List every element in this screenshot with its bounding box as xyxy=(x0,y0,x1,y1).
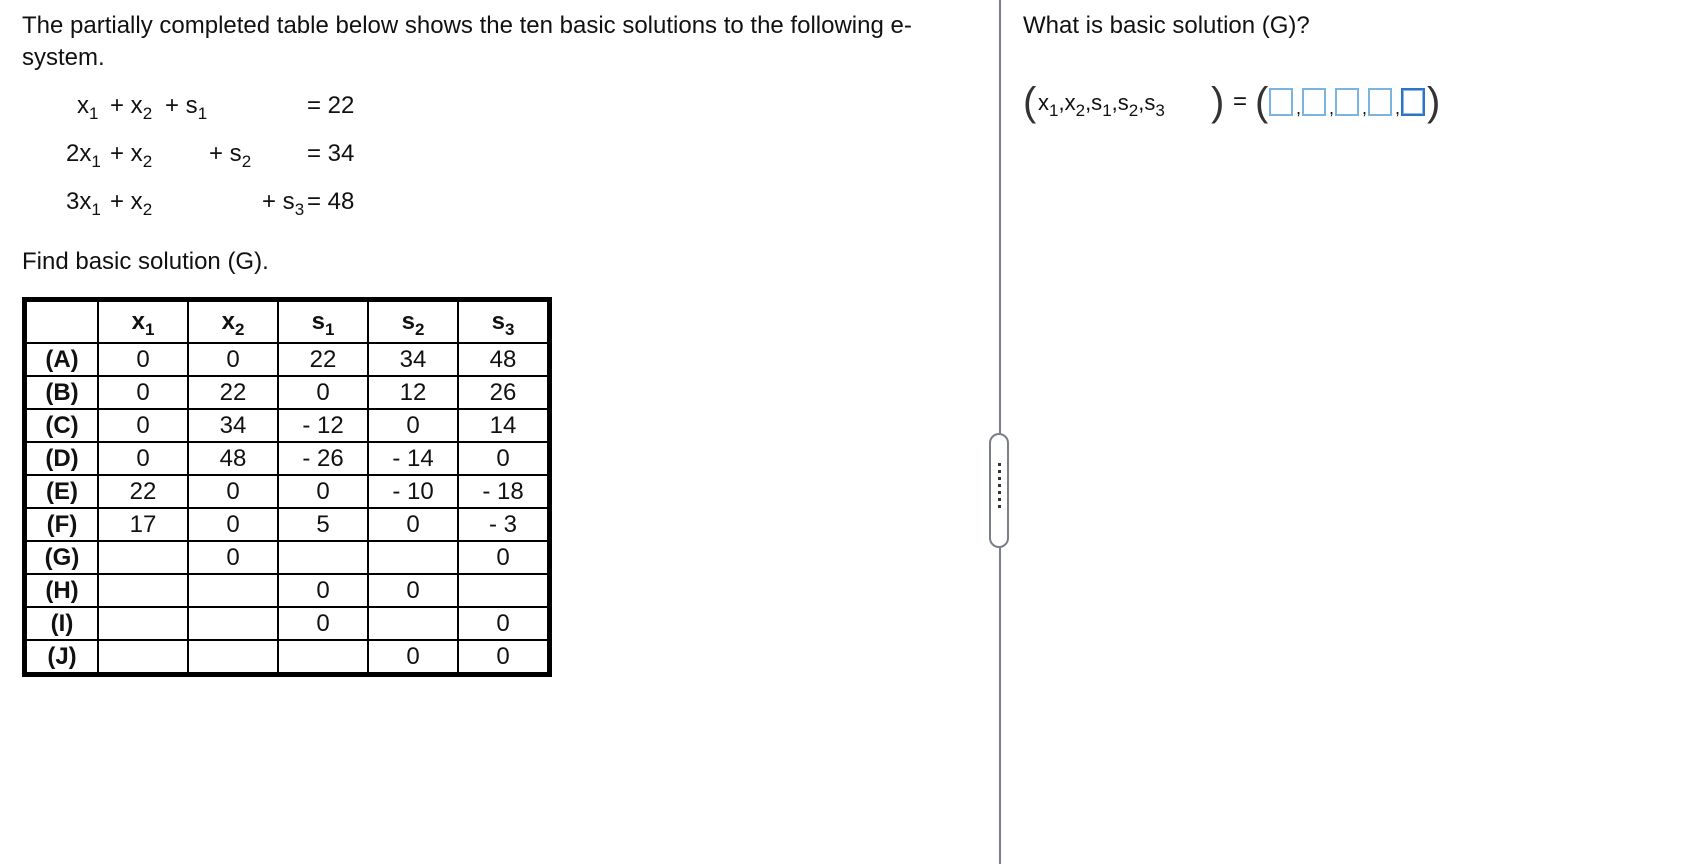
find-instruction: Find basic solution (G). xyxy=(22,248,269,275)
row-label: (A) xyxy=(25,343,99,376)
table-cell: 0 xyxy=(458,442,550,475)
row-label: (H) xyxy=(25,574,99,607)
question-text: What is basic solution (G)? xyxy=(1023,12,1310,39)
table-row xyxy=(25,409,550,442)
table-cell: - 12 xyxy=(278,409,368,442)
table-header-row xyxy=(25,300,550,344)
table-cell: 0 xyxy=(98,343,188,376)
row-label: (E) xyxy=(25,475,99,508)
table-cell: 34 xyxy=(368,343,458,376)
table-row xyxy=(25,607,550,640)
basic-solutions-table xyxy=(22,297,552,677)
open-paren: ( xyxy=(1023,80,1037,124)
table-row xyxy=(25,640,550,675)
row-label: (J) xyxy=(25,640,99,675)
answer-box-s3[interactable] xyxy=(1401,88,1425,116)
table-cell: 0 xyxy=(188,541,278,574)
equation-system xyxy=(22,86,982,246)
table-cell xyxy=(188,574,278,607)
table-row xyxy=(25,442,550,475)
table-cell: - 14 xyxy=(368,442,458,475)
close-paren: ) xyxy=(1211,80,1225,124)
table-cell xyxy=(368,607,458,640)
answer-box-s2[interactable] xyxy=(1368,88,1392,116)
table-cell xyxy=(98,541,188,574)
answer-box-x1[interactable] xyxy=(1269,88,1293,116)
equals-sign: = xyxy=(1233,88,1248,115)
table-cell: 22 xyxy=(278,343,368,376)
equation-2: $2x_1$ + $x_2$ + $s_2$ = 34 xyxy=(66,140,355,171)
table-cell: 22 xyxy=(188,376,278,409)
table-cell: 48 xyxy=(458,343,550,376)
header-x2: $x_2$ xyxy=(188,300,278,344)
table-row xyxy=(25,574,550,607)
table-cell: 5 xyxy=(278,508,368,541)
table-row xyxy=(25,541,550,574)
table-cell: 17 xyxy=(98,508,188,541)
table-cell xyxy=(98,574,188,607)
table-row xyxy=(25,376,550,409)
answer-box-x2[interactable] xyxy=(1302,88,1326,116)
table-cell: 12 xyxy=(368,376,458,409)
corner-cell xyxy=(25,300,99,344)
pane-resize-handle[interactable] xyxy=(989,433,1009,548)
table-cell: 0 xyxy=(98,409,188,442)
table-cell xyxy=(458,574,550,607)
equation-1: $x_1$ + $x_2$ + $s_1$ = 22 xyxy=(77,92,355,123)
table-cell: 0 xyxy=(188,343,278,376)
table-cell xyxy=(188,640,278,675)
header-s3: $s_3$ xyxy=(458,300,550,344)
pane-divider xyxy=(999,0,1001,864)
answer-close-paren: ) xyxy=(1427,80,1441,124)
table-cell: 0 xyxy=(98,376,188,409)
table-cell: 0 xyxy=(368,409,458,442)
table-cell: 0 xyxy=(458,640,550,675)
problem-intro: The partially completed table below shows the ten basic solutions to the following e-system. xyxy=(22,12,912,71)
table-cell xyxy=(98,607,188,640)
table-cell: 26 xyxy=(458,376,550,409)
header-s1: $s_1$ xyxy=(278,300,368,344)
table-cell: 0 xyxy=(188,508,278,541)
table-cell: 48 xyxy=(188,442,278,475)
row-label: (G) xyxy=(25,541,99,574)
table-cell: - 18 xyxy=(458,475,550,508)
table-cell xyxy=(188,607,278,640)
table-cell xyxy=(278,541,368,574)
table-cell: 0 xyxy=(278,607,368,640)
row-label: (B) xyxy=(25,376,99,409)
answer-row: ( $x_1,x_2,s_1,s_2,s_3$ ) = ( , , , , ) xyxy=(1023,80,1441,124)
variable-tuple: $x_1,x_2,s_1,s_2,s_3$ xyxy=(1038,90,1165,120)
equation-3: $3x_1$ + $x_2$ + $s_3$ = 48 xyxy=(66,188,355,219)
table-cell: - 26 xyxy=(278,442,368,475)
drag-dots-icon xyxy=(998,463,1001,512)
header-x1: $x_1$ xyxy=(98,300,188,344)
table-cell: 0 xyxy=(458,607,550,640)
table-cell xyxy=(278,640,368,675)
table-cell: 14 xyxy=(458,409,550,442)
table-cell: 0 xyxy=(368,640,458,675)
table-cell xyxy=(98,640,188,675)
table-cell: 0 xyxy=(368,574,458,607)
table-row xyxy=(25,343,550,376)
table-cell: 0 xyxy=(368,508,458,541)
row-label: (C) xyxy=(25,409,99,442)
header-s2: $s_2$ xyxy=(368,300,458,344)
table-cell: 22 xyxy=(98,475,188,508)
table-cell: 0 xyxy=(278,475,368,508)
table-cell: 0 xyxy=(278,574,368,607)
table-row xyxy=(25,508,550,541)
table-cell: - 10 xyxy=(368,475,458,508)
answer-box-s1[interactable] xyxy=(1335,88,1359,116)
table-cell: 0 xyxy=(458,541,550,574)
table-row xyxy=(25,475,550,508)
table-cell: 34 xyxy=(188,409,278,442)
table-cell xyxy=(368,541,458,574)
answer-open-paren: ( xyxy=(1255,80,1269,124)
row-label: (I) xyxy=(25,607,99,640)
table-cell: 0 xyxy=(188,475,278,508)
row-label: (D) xyxy=(25,442,99,475)
table-cell: 0 xyxy=(278,376,368,409)
table-cell: - 3 xyxy=(458,508,550,541)
table-cell: 0 xyxy=(98,442,188,475)
row-label: (F) xyxy=(25,508,99,541)
